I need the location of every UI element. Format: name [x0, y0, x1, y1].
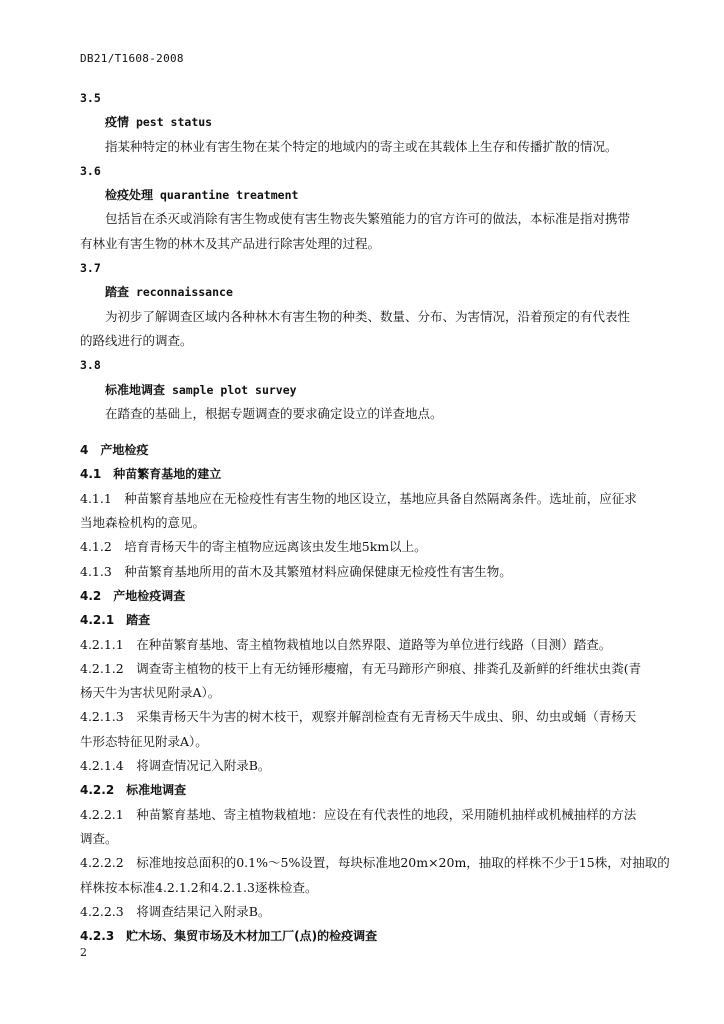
section-heading: 4 产地检疫	[80, 443, 149, 458]
paragraph-line: 指某种特定的林业有害生物在某个特定的地域内的寄主或在其载体上生存和传播扩散的情况。	[105, 138, 618, 154]
paragraph-line: 4.1.2 培育青杨天牛的寄主植物应远离该虫发生地5km以上。	[80, 539, 427, 555]
paragraph-line: 为初步了解调查区域内各种林木有害生物的种类、数量、分布、为害情况，沿着预定的有代表性	[105, 308, 631, 324]
term-chinese: 检疫处理	[105, 188, 154, 203]
term-chinese: 踏查	[105, 285, 130, 300]
paragraph-line: 4.2.1.4 将调查情况记入附录B。	[80, 758, 271, 774]
section-heading: 4.2 产地检疫调查	[80, 588, 186, 603]
term-heading	[80, 110, 658, 134]
section-heading: 4.2.1 踏查	[80, 613, 151, 628]
term-chinese: 标准地调查	[105, 382, 166, 397]
paragraph-line: 4.2.2.2 标准地按总面积的0.1%～5%设置，每块标准地20m×20m，抽取的样株不少于15株，对抽取的	[80, 855, 670, 871]
section-number: 3.6	[80, 163, 101, 178]
term-english: sample plot survey	[165, 382, 297, 397]
standard-code: DB21/T1608-2008	[80, 52, 184, 65]
section-heading: 4.1 种苗繁育基地的建立	[80, 467, 222, 482]
paragraph-line: 4.1.3 种苗繁育基地所用的苗木及其繁殖材料应确保健康无检疫性有害生物。	[80, 563, 512, 579]
page-number: 2	[80, 946, 87, 959]
paragraph-line: 在踏查的基础上，根据专题调查的要求确定设立的详查地点。	[105, 405, 443, 421]
term-english: pest status	[129, 115, 213, 130]
paragraph-line: 有林业有害生物的林木及其产品进行除害处理的过程。	[80, 235, 381, 251]
paragraph-line: 杨天牛为害状见附录A）。	[80, 685, 221, 701]
term-heading	[80, 183, 658, 207]
paragraph-line: 牛形态特征见附录A）。	[80, 733, 208, 749]
paragraph-line: 4.2.1.3 采集青杨天牛为害的树木枝干，观察并解剖检查有无青杨天牛成虫、卵、幼虫或蛹（青杨天	[80, 709, 637, 725]
section-number: 3.8	[80, 358, 101, 373]
paragraph-line: 当地森检机构的意见。	[80, 515, 206, 531]
paragraph-line: 的路线进行的调查。	[80, 332, 193, 348]
term-heading	[80, 280, 658, 304]
paragraph-line: 4.1.1 种苗繁育基地应在无检疫性有害生物的地区设立，基地应具备自然隔离条件。选址前，应征求	[80, 490, 637, 506]
term-heading	[80, 378, 658, 402]
paragraph-line: 包括旨在杀灭或消除有害生物或使有害生物丧失繁殖能力的官方许可的做法，本标准是指对携带	[105, 211, 631, 227]
paragraph-line: 调查。	[80, 830, 118, 846]
paragraph-line: 4.2.2.3 将调查结果记入附录B。	[80, 903, 271, 919]
term-english: quarantine treatment	[153, 188, 299, 203]
section-heading: 4.2.2 标准地调查	[80, 783, 187, 798]
paragraph-line: 4.2.1.1 在种苗繁育基地、寄主植物栽植地以自然界限、道路等为单位进行线路（目测）踏查。	[80, 636, 612, 652]
term-english: reconnaissance	[129, 285, 233, 300]
section-heading: 4.2.3 贮木场、集贸市场及木材加工厂(点)的检疫调查	[80, 929, 378, 944]
document-body	[80, 86, 670, 948]
paragraph-line: 样株按本标准4.2.1.2和4.2.1.3逐株检查。	[80, 879, 318, 895]
section-number: 3.7	[80, 261, 101, 276]
term-chinese: 疫情	[105, 115, 130, 130]
paragraph-line: 4.2.1.2 调查寄主植物的枝干上有无纺锤形瘿瘤，有无马蹄形产卵痕、排粪孔及新鲜的纤维状虫粪(青	[80, 660, 642, 676]
paragraph-line: 4.2.2.1 种苗繁育基地、寄主植物栽植地：应设在有代表性的地段，采用随机抽样或机械抽样的方法	[80, 806, 637, 822]
section-number: 3.5	[80, 91, 101, 105]
